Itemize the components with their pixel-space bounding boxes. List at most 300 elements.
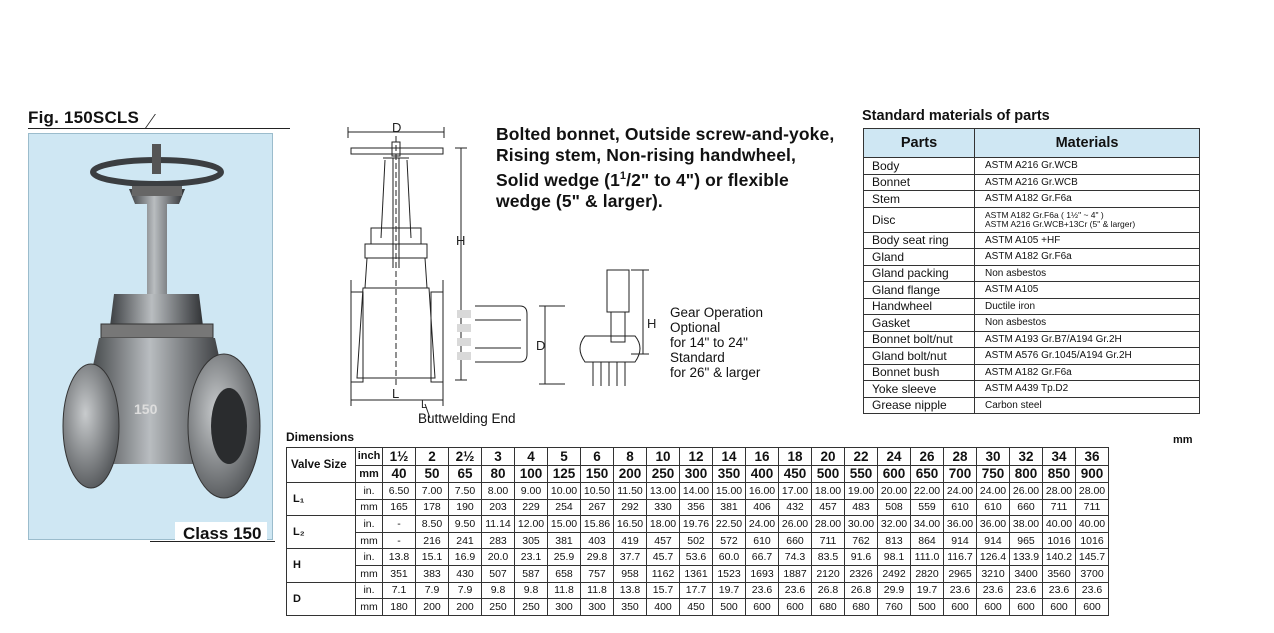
dimension-value: 1693 bbox=[746, 565, 779, 582]
gear-operation-note bbox=[670, 305, 763, 380]
materials-row bbox=[864, 158, 1200, 175]
size-inch: 34 bbox=[1043, 448, 1076, 466]
description-sup: 1 bbox=[619, 170, 627, 182]
size-inch: 32 bbox=[1010, 448, 1043, 466]
dimension-value: 350 bbox=[614, 599, 647, 616]
size-mm: 100 bbox=[515, 465, 548, 483]
dimension-value: 483 bbox=[845, 499, 878, 516]
size-mm: 500 bbox=[812, 465, 845, 483]
dimension-value: 757 bbox=[581, 565, 614, 582]
dimension-value: 762 bbox=[845, 532, 878, 549]
material-line: ASTM A193 Gr.B7/A194 Gr.2H bbox=[985, 333, 1122, 345]
dimension-value: 13.8 bbox=[383, 549, 416, 566]
dimension-value: 145.7 bbox=[1076, 549, 1109, 566]
dimension-value: 600 bbox=[1010, 599, 1043, 616]
dimension-value: 26.8 bbox=[812, 582, 845, 599]
inch-label: inch bbox=[356, 448, 383, 466]
dimension-value: 23.6 bbox=[746, 582, 779, 599]
dimension-value: 116.7 bbox=[944, 549, 977, 566]
class-label: Class 150 bbox=[175, 522, 267, 546]
part-material bbox=[975, 191, 1200, 208]
dimension-value: 600 bbox=[1076, 599, 1109, 616]
dimension-value: 914 bbox=[977, 532, 1010, 549]
dimension-value: 178 bbox=[416, 499, 449, 516]
materials-table bbox=[863, 128, 1200, 414]
class-label-rule bbox=[150, 541, 275, 542]
dimension-row-in bbox=[287, 483, 1109, 500]
dimensions-title: Dimensions bbox=[286, 430, 355, 444]
dimension-value: 8.00 bbox=[482, 483, 515, 500]
size-mm: 900 bbox=[1076, 465, 1109, 483]
dimension-value: 74.3 bbox=[779, 549, 812, 566]
dimension-value: 450 bbox=[680, 599, 713, 616]
dimension-value: 28.00 bbox=[1043, 483, 1076, 500]
dimension-value: 26.00 bbox=[779, 516, 812, 533]
dimension-value: 300 bbox=[548, 599, 581, 616]
dimension-value: 7.9 bbox=[416, 582, 449, 599]
dimension-value: 24.00 bbox=[944, 483, 977, 500]
dimension-value: 680 bbox=[845, 599, 878, 616]
dimension-value: 19.00 bbox=[845, 483, 878, 500]
dimension-value: 3210 bbox=[977, 565, 1010, 582]
size-inch: 14 bbox=[713, 448, 746, 466]
dimension-value: 23.6 bbox=[779, 582, 812, 599]
dimension-value: 7.9 bbox=[449, 582, 482, 599]
part-name: Grease nipple bbox=[864, 397, 975, 414]
materials-row bbox=[864, 315, 1200, 332]
size-mm: 125 bbox=[548, 465, 581, 483]
dimension-value: 29.9 bbox=[878, 582, 911, 599]
mm-unit: mm bbox=[356, 599, 383, 616]
size-inch: 28 bbox=[944, 448, 977, 466]
mm-unit: mm bbox=[356, 532, 383, 549]
materials-row bbox=[864, 364, 1200, 381]
part-name: Bonnet bolt/nut bbox=[864, 331, 975, 348]
materials-row bbox=[864, 298, 1200, 315]
dimension-value: 1016 bbox=[1076, 532, 1109, 549]
dimension-value: 19.7 bbox=[911, 582, 944, 599]
buttwelding-end-label: Buttwelding End bbox=[418, 411, 516, 426]
dimension-value: 28.00 bbox=[1076, 483, 1109, 500]
dimension-value: 140.2 bbox=[1043, 549, 1076, 566]
dimension-value: 760 bbox=[878, 599, 911, 616]
dimension-label: H bbox=[287, 549, 356, 582]
size-inch: 20 bbox=[812, 448, 845, 466]
in-unit: in. bbox=[356, 549, 383, 566]
dimension-value: 658 bbox=[548, 565, 581, 582]
part-material bbox=[975, 174, 1200, 191]
dimension-label: D bbox=[287, 582, 356, 615]
dimension-value: 680 bbox=[812, 599, 845, 616]
size-mm: 400 bbox=[746, 465, 779, 483]
dimension-value: 250 bbox=[515, 599, 548, 616]
dimension-value: 15.00 bbox=[548, 516, 581, 533]
dimension-value: 356 bbox=[680, 499, 713, 516]
dimension-value: 91.6 bbox=[845, 549, 878, 566]
dimension-row-in bbox=[287, 582, 1109, 599]
dimension-value: 126.4 bbox=[977, 549, 1010, 566]
mm-unit: mm bbox=[356, 565, 383, 582]
dimension-value: 2492 bbox=[878, 565, 911, 582]
dimension-value: 24.00 bbox=[746, 516, 779, 533]
dimension-value: 381 bbox=[713, 499, 746, 516]
dimension-label: L₂ bbox=[287, 516, 356, 549]
dimension-value: 13.00 bbox=[647, 483, 680, 500]
materials-row bbox=[864, 207, 1200, 232]
dimension-value: 610 bbox=[977, 499, 1010, 516]
dimension-value: 267 bbox=[581, 499, 614, 516]
part-name: Body bbox=[864, 158, 975, 175]
dimension-value: 28.00 bbox=[812, 516, 845, 533]
dimension-value: 11.8 bbox=[548, 582, 581, 599]
size-inch: 2½ bbox=[449, 448, 482, 466]
dimension-value: 292 bbox=[614, 499, 647, 516]
dimension-value: 3700 bbox=[1076, 565, 1109, 582]
dimension-value: 37.7 bbox=[614, 549, 647, 566]
dimension-value: 9.50 bbox=[449, 516, 482, 533]
dimension-value: 430 bbox=[449, 565, 482, 582]
dimension-value: 9.8 bbox=[515, 582, 548, 599]
part-name: Gland packing bbox=[864, 265, 975, 282]
size-mm: 650 bbox=[911, 465, 944, 483]
dimension-value: 914 bbox=[944, 532, 977, 549]
size-inch: 1½ bbox=[383, 448, 416, 466]
dimension-value: 383 bbox=[416, 565, 449, 582]
dimension-value: 958 bbox=[614, 565, 647, 582]
description-text: /2" to 4") or flexible bbox=[626, 169, 789, 190]
dimension-value: 457 bbox=[812, 499, 845, 516]
materials-row bbox=[864, 348, 1200, 365]
dimension-value: 11.8 bbox=[581, 582, 614, 599]
size-inch: 5 bbox=[548, 448, 581, 466]
dimension-value: 10.50 bbox=[581, 483, 614, 500]
dimension-value: 165 bbox=[383, 499, 416, 516]
material-line: ASTM A439 Tp.D2 bbox=[985, 383, 1069, 395]
dimension-value: 7.00 bbox=[416, 483, 449, 500]
materials-row bbox=[864, 282, 1200, 299]
material-line: ASTM A182 Gr.F6a bbox=[985, 366, 1072, 378]
dimension-value: 1887 bbox=[779, 565, 812, 582]
dimension-value: 13.8 bbox=[614, 582, 647, 599]
dimension-value: 16.00 bbox=[746, 483, 779, 500]
dimension-value: 23.6 bbox=[944, 582, 977, 599]
part-material bbox=[975, 348, 1200, 365]
part-name: Handwheel bbox=[864, 298, 975, 315]
description-text: Solid wedge (1 bbox=[496, 169, 620, 190]
size-inch: 6 bbox=[581, 448, 614, 466]
dimension-value: 26.00 bbox=[1010, 483, 1043, 500]
dimension-value: - bbox=[383, 516, 416, 533]
dimension-value: 507 bbox=[482, 565, 515, 582]
dimension-value: 200 bbox=[449, 599, 482, 616]
dim-l2-label: L bbox=[421, 399, 428, 411]
dim-l-label: L bbox=[392, 386, 400, 401]
material-line: Carbon steel bbox=[985, 399, 1042, 411]
size-mm: 800 bbox=[1010, 465, 1043, 483]
dimension-label: L₁ bbox=[287, 483, 356, 516]
material-line: ASTM A216 Gr.WCB bbox=[985, 160, 1078, 172]
part-name: Gland bolt/nut bbox=[864, 348, 975, 365]
dimension-value: 3400 bbox=[1010, 565, 1043, 582]
dimension-value: 32.00 bbox=[878, 516, 911, 533]
dimension-value: 813 bbox=[878, 532, 911, 549]
part-material bbox=[975, 364, 1200, 381]
dimension-value: 305 bbox=[515, 532, 548, 549]
dimension-value: 351 bbox=[383, 565, 416, 582]
dimension-value: 572 bbox=[713, 532, 746, 549]
in-unit: in. bbox=[356, 582, 383, 599]
dimension-value: 20.00 bbox=[878, 483, 911, 500]
part-name: Yoke sleeve bbox=[864, 381, 975, 398]
size-inch: 26 bbox=[911, 448, 944, 466]
size-inch: 10 bbox=[647, 448, 680, 466]
gear-h-label: H bbox=[647, 316, 657, 331]
dimension-value: 34.00 bbox=[911, 516, 944, 533]
gear-note-line: Optional bbox=[670, 320, 721, 335]
dimension-value: 16.50 bbox=[614, 516, 647, 533]
dimension-value: 20.0 bbox=[482, 549, 515, 566]
size-mm: 700 bbox=[944, 465, 977, 483]
in-unit: in. bbox=[356, 483, 383, 500]
dimension-value: 17.7 bbox=[680, 582, 713, 599]
dimension-value: 587 bbox=[515, 565, 548, 582]
size-mm: 550 bbox=[845, 465, 878, 483]
gear-d-label: D bbox=[536, 338, 546, 353]
description-line: Rising stem, Non-rising handwheel, bbox=[496, 145, 796, 165]
dimension-value: 38.00 bbox=[1010, 516, 1043, 533]
dimension-value: 180 bbox=[383, 599, 416, 616]
svg-text:150: 150 bbox=[134, 401, 158, 417]
dimension-value: 330 bbox=[647, 499, 680, 516]
dimension-value: 29.8 bbox=[581, 549, 614, 566]
materials-row bbox=[864, 232, 1200, 249]
dimension-value: 241 bbox=[449, 532, 482, 549]
part-name: Gland bbox=[864, 249, 975, 266]
dimension-value: 133.9 bbox=[1010, 549, 1043, 566]
part-name: Body seat ring bbox=[864, 232, 975, 249]
size-inch: 36 bbox=[1076, 448, 1109, 466]
dimension-row-mm bbox=[287, 599, 1109, 616]
dimension-value: 559 bbox=[911, 499, 944, 516]
size-mm: 40 bbox=[383, 465, 416, 483]
size-mm: 80 bbox=[482, 465, 515, 483]
material-line: ASTM A182 Gr.F6a ( 1½" ~ 4" ) bbox=[985, 209, 1104, 220]
dimension-value: 36.00 bbox=[977, 516, 1010, 533]
dimension-value: 15.1 bbox=[416, 549, 449, 566]
dimension-value: 432 bbox=[779, 499, 812, 516]
gate-valve-illustration bbox=[29, 134, 272, 539]
size-mm: 65 bbox=[449, 465, 482, 483]
dimension-value: 216 bbox=[416, 532, 449, 549]
part-material bbox=[975, 331, 1200, 348]
dimension-value: 23.6 bbox=[977, 582, 1010, 599]
size-mm: 200 bbox=[614, 465, 647, 483]
description-line: wedge (5" & larger). bbox=[496, 190, 663, 211]
dimension-value: 283 bbox=[482, 532, 515, 549]
gear-note-line: for 26" & larger bbox=[670, 365, 761, 380]
size-inch: 22 bbox=[845, 448, 878, 466]
part-material bbox=[975, 298, 1200, 315]
material-line: ASTM A576 Gr.1045/A194 Gr.2H bbox=[985, 350, 1132, 362]
dimension-row-in bbox=[287, 516, 1109, 533]
dimension-value: 500 bbox=[713, 599, 746, 616]
dimension-value: 15.7 bbox=[647, 582, 680, 599]
materials-row bbox=[864, 381, 1200, 398]
dimensions-table bbox=[286, 447, 1109, 616]
dimension-value: 457 bbox=[647, 532, 680, 549]
dimension-value: 965 bbox=[1010, 532, 1043, 549]
dimension-value: 111.0 bbox=[911, 549, 944, 566]
size-inch: 3 bbox=[482, 448, 515, 466]
dimension-value: 502 bbox=[680, 532, 713, 549]
size-mm-row bbox=[287, 465, 1109, 483]
materials-title: Standard materials of parts bbox=[862, 108, 1050, 124]
dimension-value: 1523 bbox=[713, 565, 746, 582]
dimension-row-in bbox=[287, 549, 1109, 566]
dimension-value: 600 bbox=[944, 599, 977, 616]
dimension-value: 7.50 bbox=[449, 483, 482, 500]
material-line: Non asbestos bbox=[985, 317, 1047, 329]
part-name: Bonnet bush bbox=[864, 364, 975, 381]
size-mm: 600 bbox=[878, 465, 911, 483]
dimension-row-mm bbox=[287, 499, 1109, 516]
dimension-value: 200 bbox=[416, 599, 449, 616]
dimension-value: 600 bbox=[977, 599, 1010, 616]
dimension-value: 2326 bbox=[845, 565, 878, 582]
dimension-value: 14.00 bbox=[680, 483, 713, 500]
dimension-value: 12.00 bbox=[515, 516, 548, 533]
dimension-value: 400 bbox=[647, 599, 680, 616]
gear-note-line: for 14" to 24" bbox=[670, 335, 748, 350]
materials-row bbox=[864, 174, 1200, 191]
dimension-value: 660 bbox=[779, 532, 812, 549]
part-material bbox=[975, 381, 1200, 398]
dimension-value: 23.1 bbox=[515, 549, 548, 566]
size-inch: 16 bbox=[746, 448, 779, 466]
dimension-value: 300 bbox=[581, 599, 614, 616]
dimension-value: 190 bbox=[449, 499, 482, 516]
part-name: Gasket bbox=[864, 315, 975, 332]
dimension-value: 381 bbox=[548, 532, 581, 549]
dimension-value: 10.00 bbox=[548, 483, 581, 500]
dimension-value: 1162 bbox=[647, 565, 680, 582]
materials-row bbox=[864, 191, 1200, 208]
part-material bbox=[975, 265, 1200, 282]
dimension-value: 45.7 bbox=[647, 549, 680, 566]
dim-h-label: H bbox=[456, 233, 466, 248]
dimension-row-mm bbox=[287, 532, 1109, 549]
size-inch: 18 bbox=[779, 448, 812, 466]
dimension-value: 2120 bbox=[812, 565, 845, 582]
material-line: Ductile iron bbox=[985, 300, 1036, 312]
part-material bbox=[975, 232, 1200, 249]
in-unit: in. bbox=[356, 516, 383, 533]
material-line: ASTM A216 Gr.WCB bbox=[985, 176, 1078, 188]
dimension-value: 8.50 bbox=[416, 516, 449, 533]
dimension-value: 22.50 bbox=[713, 516, 746, 533]
material-line: ASTM A105 +HF bbox=[985, 234, 1061, 246]
size-mm: 300 bbox=[680, 465, 713, 483]
figure-title: Fig. 150SCLS bbox=[28, 108, 140, 127]
materials-row bbox=[864, 331, 1200, 348]
size-mm: 450 bbox=[779, 465, 812, 483]
description-line bbox=[496, 166, 846, 191]
dimension-value: 2965 bbox=[944, 565, 977, 582]
dimension-value: - bbox=[383, 532, 416, 549]
dimension-value: 600 bbox=[1043, 599, 1076, 616]
dimension-value: 18.00 bbox=[647, 516, 680, 533]
dimension-value: 2820 bbox=[911, 565, 944, 582]
part-name: Disc bbox=[864, 207, 975, 232]
dimension-value: 6.50 bbox=[383, 483, 416, 500]
materials-row bbox=[864, 265, 1200, 282]
size-inch: 30 bbox=[977, 448, 1010, 466]
dimension-value: 98.1 bbox=[878, 549, 911, 566]
dimension-value: 9.8 bbox=[482, 582, 515, 599]
dimension-value: 610 bbox=[944, 499, 977, 516]
part-material bbox=[975, 158, 1200, 175]
dimension-value: 419 bbox=[614, 532, 647, 549]
part-name: Stem bbox=[864, 191, 975, 208]
part-material bbox=[975, 249, 1200, 266]
part-material bbox=[975, 282, 1200, 299]
dimension-value: 40.00 bbox=[1076, 516, 1109, 533]
dimension-value: 403 bbox=[581, 532, 614, 549]
material-line: ASTM A182 Gr.F6a bbox=[985, 193, 1072, 205]
dim-d-label: D bbox=[392, 120, 402, 135]
size-mm: 250 bbox=[647, 465, 680, 483]
material-line: ASTM A182 Gr.F6a bbox=[985, 251, 1072, 263]
size-inch: 8 bbox=[614, 448, 647, 466]
figure-title-notch bbox=[145, 114, 156, 128]
dimension-value: 711 bbox=[1043, 499, 1076, 516]
dimension-value: 7.1 bbox=[383, 582, 416, 599]
dimension-value: 508 bbox=[878, 499, 911, 516]
part-material bbox=[975, 207, 1200, 232]
dimension-value: 500 bbox=[911, 599, 944, 616]
dimension-value: 15.00 bbox=[713, 483, 746, 500]
description-line: Bolted bonnet, Outside screw-and-yoke, bbox=[496, 124, 835, 144]
dimension-value: 15.86 bbox=[581, 516, 614, 533]
gear-note-line: Gear Operation bbox=[670, 305, 764, 320]
dimension-value: 83.5 bbox=[812, 549, 845, 566]
dimension-value: 30.00 bbox=[845, 516, 878, 533]
dimension-value: 600 bbox=[746, 599, 779, 616]
mm-unit: mm bbox=[356, 499, 383, 516]
dimension-value: 66.7 bbox=[746, 549, 779, 566]
mm-label: mm bbox=[356, 465, 383, 483]
valve-photo bbox=[28, 133, 273, 540]
dimension-value: 660 bbox=[1010, 499, 1043, 516]
dimension-value: 250 bbox=[482, 599, 515, 616]
dimension-value: 40.00 bbox=[1043, 516, 1076, 533]
size-inch: 2 bbox=[416, 448, 449, 466]
dimension-value: 600 bbox=[779, 599, 812, 616]
valve-size-header: Valve Size bbox=[287, 448, 356, 483]
dimension-value: 23.6 bbox=[1076, 582, 1109, 599]
dimensions-unit: mm bbox=[1173, 434, 1193, 446]
dimension-value: 22.00 bbox=[911, 483, 944, 500]
dimension-value: 26.8 bbox=[845, 582, 878, 599]
dimension-value: 53.6 bbox=[680, 549, 713, 566]
dimension-value: 11.50 bbox=[614, 483, 647, 500]
dimension-value: 36.00 bbox=[944, 516, 977, 533]
dimension-value: 23.6 bbox=[1010, 582, 1043, 599]
size-mm: 750 bbox=[977, 465, 1010, 483]
dimension-value: 11.14 bbox=[482, 516, 515, 533]
part-name: Bonnet bbox=[864, 174, 975, 191]
dimension-value: 610 bbox=[746, 532, 779, 549]
